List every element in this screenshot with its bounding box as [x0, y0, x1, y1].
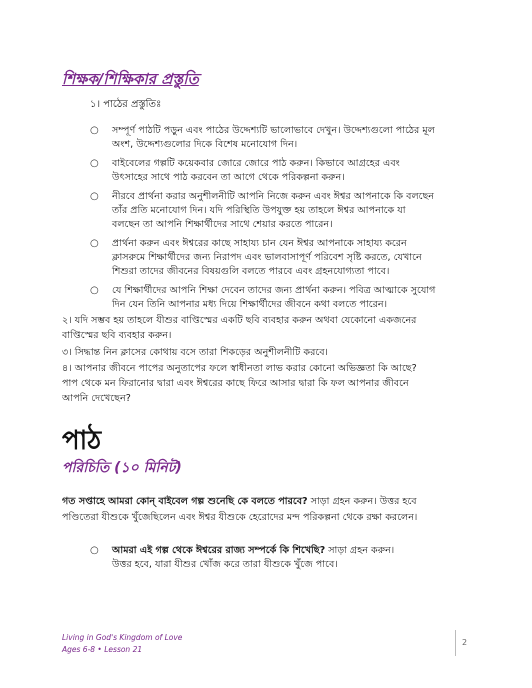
list-item-text: উত্তর হবে, যারা যীশুর খোঁজ করে তারা যীশুকে খুঁজে পাবে। — [112, 559, 338, 570]
paragraph-line — [62, 494, 474, 509]
subheading-introduction: পরিচিতি (১০ মিনিট) — [62, 460, 182, 476]
bullet-circle-icon: ○ — [90, 125, 99, 136]
list-item — [90, 284, 482, 312]
footer-subtitle: Ages 6-8 • Lesson 21 — [62, 645, 143, 654]
list-item-text: সম্পূর্ণ পাঠটি পড়ুন এবং পাঠের উদ্দেশ্যটি ভালোভাবে দেখুন। উদ্দেশ্যগুলো পাঠের মূল — [112, 125, 435, 136]
list-item-text: দিন যেন তিনি আপনার মধ্য দিয়ে শিক্ষার্থীদের জীবনে কথা বলতে পারেন। — [112, 299, 388, 310]
bullet-circle-icon: ○ — [90, 545, 99, 556]
page-number: 2 — [462, 638, 468, 647]
list-item-text: বাইবেলের গল্পটি কয়েকবার জোরে জোরে পাঠ করুন। কিভাবে আগ্রহের এবং — [112, 158, 400, 169]
numbered-item-text: আপনি দেখেছেন? — [62, 393, 131, 404]
section-heading-lesson: পাঠ — [62, 426, 102, 456]
numbered-item-text: ৪। আপনার জীবনে পাপের অনুতাপের ফলে স্বাধীনতা লাভ করার কোনো অভিজ্ঞতা কি আছে? — [62, 363, 417, 374]
list-item-text: উৎসাহের সাথে পাঠ করবেন তা আগে থেকে পরিকল্পনা করুন। — [112, 172, 345, 183]
list-item-text: বলছেন তা আপনি শিক্ষার্থীদের সাথে শেয়ার করতে পারেন। — [112, 219, 333, 230]
paragraph-line: পণ্ডিতেরা যীশুকে খুঁজেছিলেন এবং ঈশ্বর যীশুকে হেরোদের মন্দ পরিকল্পনা থেকে রক্ষা করলেন। — [62, 512, 418, 523]
footer-divider — [455, 630, 456, 656]
numbered-item-text: পাপ থেকে মন ফিরানোর দ্বারা এবং ঈশ্বরের কাছে ফিরে আসার দ্বারা কি ফল আপনার জীবনে — [62, 378, 409, 389]
bullet-circle-icon: ○ — [90, 191, 99, 202]
bullet-circle-icon: ○ — [90, 285, 99, 296]
bullet-circle-icon: ○ — [90, 238, 99, 249]
list-item — [90, 190, 482, 232]
bullet-circle-icon: ○ — [90, 158, 99, 169]
numbered-item-text: ৩। সিদ্ধান্ত নিন ক্লাসের কোথায় বসে তারা শিকড়ের অনুশীলনীটি করবে। — [62, 347, 328, 358]
list-item-text: প্রার্থনা করুন এবং ঈশ্বরের কাছে সাহায্য চান যেন ঈশ্বর আপনাকে সাহায্য করেন — [112, 238, 407, 249]
question-response: সাড়া গ্রহন করুন। — [325, 545, 395, 556]
section-heading-teacher-prep: শিক্ষক/শিক্ষিকার প্রস্তুতি — [62, 70, 199, 88]
list-item-text: শিশুরা তাদের জীবনের বিষয়গুলি বলতে পারবে এবং গ্রহনযোগ্যতা পাবে। — [112, 266, 390, 277]
list-item-text: ক্লাসরুমে শিক্ষার্থীদের জন্য নিরাপদ এবং ভালবাসাপূর্ণ পরিবেশ সৃষ্টি করতে, যেখানে — [112, 252, 422, 263]
list-item — [90, 237, 482, 279]
list-item-text: তাঁর প্রতি মনোযোগ দিন। যদি পরিস্থিতি উপযুক্ত হয় তাহলে ঈশ্বর আপনাকে যা — [112, 205, 406, 216]
numbered-item-text: বাপ্তিস্মের ছবি ব্যবহার করুন। — [62, 330, 172, 341]
question-bold: আমরা এই গল্প থেকে ঈশ্বরের রাজ্য সম্পর্কে কি শিখেছি? — [112, 545, 326, 556]
numbered-item-text: ২। যদি সম্ভব হয় তাহলে যীশুর বাপ্তিস্মের একটি ছবি ব্যবহার করুন অথবা যেকোনো একজনের — [62, 315, 417, 326]
footer-title: Living in God's Kingdom of Love — [62, 633, 183, 642]
subheading-lesson-prep: ১। পাঠের প্রস্তুতিঃ — [90, 99, 162, 110]
question-bold: গত সপ্তাহে আমরা কোন্‌ বাইবেল গল্প শুনেছি কে বলতে পারবে? — [62, 496, 308, 507]
list-item-text — [112, 544, 482, 558]
list-item — [90, 124, 482, 152]
list-item — [90, 544, 482, 572]
list-item-text: অংশ, উদ্দেশ্যগুলোর দিকে বিশেষ মনোযোগ দিন। — [112, 139, 298, 150]
list-item — [90, 157, 482, 185]
question-response: সাড়া গ্রহন করুন। উত্তর হবে — [307, 496, 417, 507]
list-item-text: নীরবে প্রার্থনা করার অনুশীলনীটি আপনি নিজে করুন এবং ঈশ্বর আপনাকে কি বলছেন — [112, 191, 435, 202]
list-item-text: যে শিক্ষার্থীদের আপনি শিক্ষা দেবেন তাদের জন্য প্রার্থনা করুন। পবিত্র আত্মাকে সুযোগ — [112, 285, 436, 296]
